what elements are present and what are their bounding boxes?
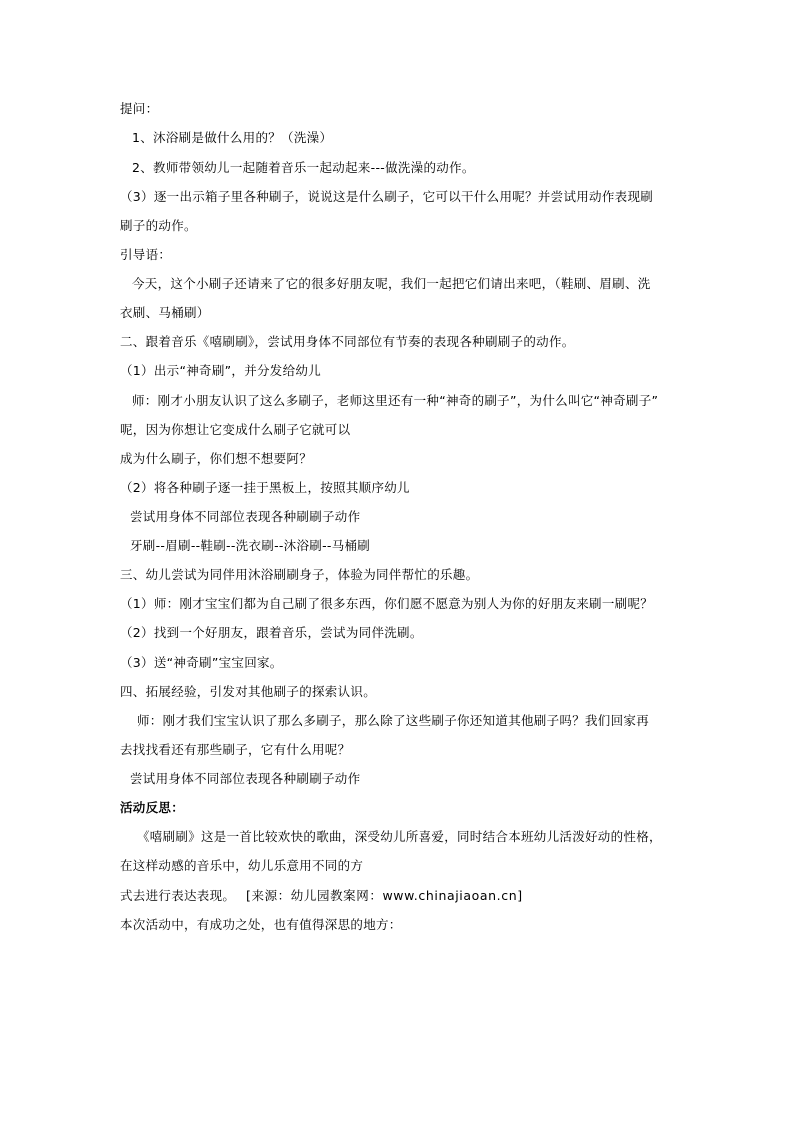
text-line: 尝试用身体不同部位表现各种刷刷子动作 — [130, 509, 361, 524]
text-line: 师：刚才我们宝宝认识了那么多刷子，那么除了这些刷子你还知道其他刷子吗？我们回家再 — [137, 713, 650, 728]
section-heading: 四、拓展经验，引发对其他刷子的探索认识。 — [120, 684, 377, 699]
text-line: （2）找到一个好朋友，跟着音乐，尝试为同伴洗刷。 — [120, 625, 423, 640]
text-line: 式去进行表达表现。 — [120, 888, 236, 903]
text-line: 成为什么刷子，你们想不想要阿？ — [120, 451, 313, 466]
text-line: 2、教师带领幼儿一起随着音乐一起动起来---做洗澡的动作。 — [132, 160, 475, 175]
section-heading: 二、跟着音乐《嘻刷刷》，尝试用身体不同部位有节奏的表现各种刷刷子的动作。 — [120, 334, 575, 349]
text-line: （2）将各种刷子逐一挂于黑板上，按照其顺序幼儿 — [120, 480, 410, 495]
text-line: （3）送“神奇刷”宝宝回家。 — [120, 655, 283, 670]
text-line: 牙刷--眉刷--鞋刷--洗衣刷--沐浴刷--马桶刷 — [130, 538, 371, 553]
reflection-heading: 活动反思： — [120, 800, 185, 815]
text-line: 师：刚才小朋友认识了这么多刷子，老师这里还有一种“神奇的刷子”，为什么叫它“神奇刷子” — [132, 393, 659, 408]
text-line: 刷子的动作。 — [120, 218, 197, 233]
text-line: 尝试用身体不同部位表现各种刷刷子动作 — [130, 771, 361, 786]
text-line: 去找找看还有那些刷子，它有什么用呢？ — [120, 742, 351, 757]
text-line: 引导语： — [120, 247, 172, 262]
text-line: 呢，因为你想让它变成什么刷子它就可以 — [120, 422, 351, 437]
text-line: 1、沐浴刷是做什么用的？（洗澡） — [132, 130, 333, 145]
text-line: 今天，这个小刷子还请来了它的很多好朋友呢，我们一起把它们请出来吧，（鞋刷、眉刷、洗 — [132, 276, 651, 291]
source-link[interactable]: [来源：幼儿园教案网：www.chinajiaoan.cn] — [246, 888, 523, 903]
section-heading: 三、幼儿尝试为同伴用沐浴刷刷身子，体验为同伴帮忙的乐趣。 — [120, 567, 479, 582]
text-line: （1）出示“神奇刷”，并分发给幼儿 — [120, 363, 322, 378]
text-line: 提问： — [120, 101, 159, 116]
text-line: （3）逐一出示箱子里各种刷子，说说这是什么刷子，它可以干什么用呢？并尝试用动作表现刷 — [120, 189, 654, 204]
text-line: 《嘻刷刷》这是一首比较欢快的歌曲，深受幼儿所喜爱，同时结合本班幼儿活泼好动的性格， — [137, 829, 662, 844]
text-line: 在这样动感的音乐中，幼儿乐意用不同的方 — [120, 858, 364, 873]
text-line: 衣刷、马桶刷） — [120, 305, 210, 320]
text-line: 本次活动中，有成功之处，也有值得深思的地方： — [120, 917, 402, 932]
text-line: （1）师：刚才宝宝们都为自己刷了很多东西，你们愿不愿意为别人为你的好朋友来刷一刷呢？ — [120, 596, 654, 611]
